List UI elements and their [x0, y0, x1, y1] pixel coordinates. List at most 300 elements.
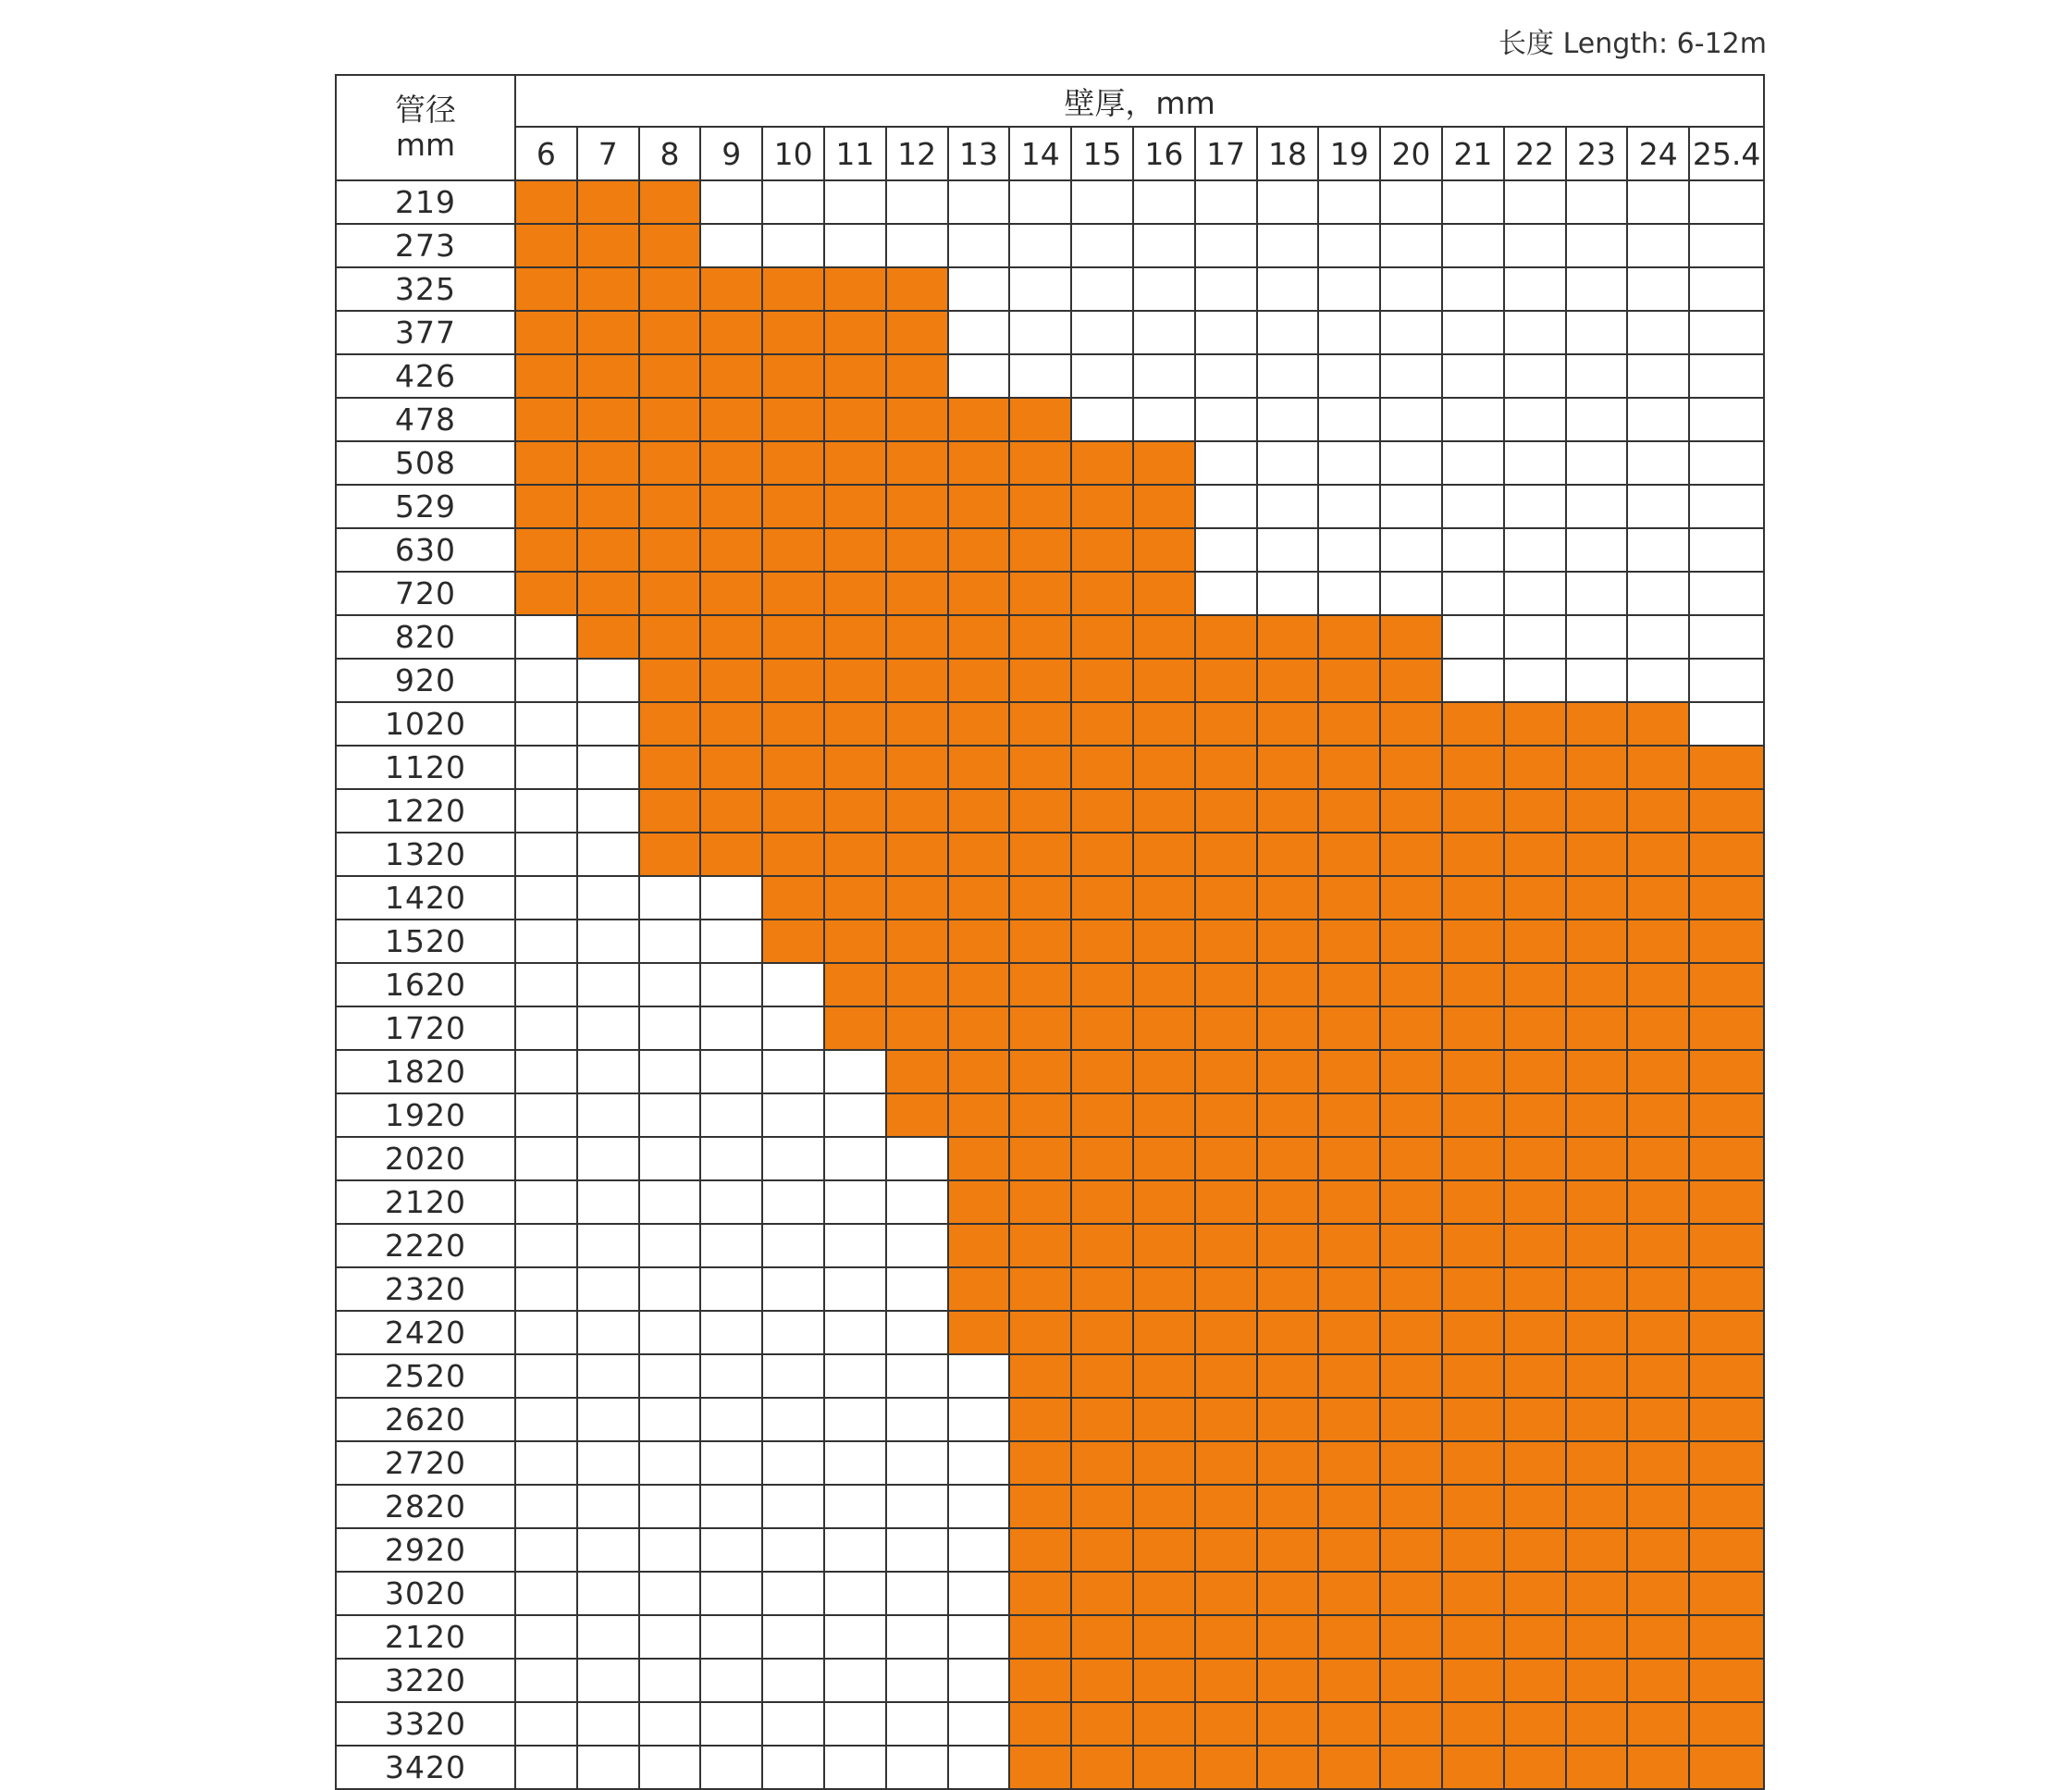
empty-cell — [762, 1615, 824, 1659]
available-cell — [1195, 1746, 1257, 1789]
empty-cell — [1689, 441, 1764, 485]
available-cell — [762, 267, 824, 311]
empty-cell — [1504, 615, 1566, 659]
empty-cell — [639, 1050, 701, 1093]
empty-cell — [824, 1224, 886, 1267]
available-cell — [1133, 789, 1195, 833]
diameter-cell: 2820 — [336, 1485, 515, 1528]
empty-cell — [515, 920, 577, 963]
available-cell — [1566, 1050, 1628, 1093]
empty-cell — [1257, 224, 1319, 267]
available-cell — [762, 746, 824, 789]
available-cell — [1195, 702, 1257, 746]
thickness-header-cell: 21 — [1442, 127, 1504, 180]
available-cell — [700, 485, 762, 528]
empty-cell — [577, 1485, 639, 1528]
diameter-cell: 2620 — [336, 1398, 515, 1441]
empty-cell — [515, 1311, 577, 1354]
available-cell — [1442, 1267, 1504, 1311]
available-cell — [1257, 702, 1319, 746]
available-cell — [577, 615, 639, 659]
available-cell — [1318, 702, 1380, 746]
empty-cell — [886, 1354, 948, 1398]
table-row — [336, 789, 1764, 833]
available-cell — [1133, 746, 1195, 789]
table-row — [336, 267, 1764, 311]
available-cell — [1318, 1180, 1380, 1224]
empty-cell — [886, 1746, 948, 1789]
empty-cell — [1195, 224, 1257, 267]
available-cell — [577, 311, 639, 354]
available-cell — [1133, 1528, 1195, 1572]
available-cell — [639, 572, 701, 615]
available-cell — [1009, 1746, 1071, 1789]
available-cell — [1009, 485, 1071, 528]
available-cell — [1133, 876, 1195, 920]
available-cell — [1504, 1050, 1566, 1093]
empty-cell — [577, 1702, 639, 1746]
available-cell — [1504, 1659, 1566, 1702]
empty-cell — [577, 963, 639, 1006]
diameter-cell: 219 — [336, 180, 515, 224]
available-cell — [1689, 789, 1764, 833]
available-cell — [886, 1006, 948, 1050]
empty-cell — [762, 1572, 824, 1615]
available-cell — [1133, 963, 1195, 1006]
empty-cell — [1133, 180, 1195, 224]
empty-cell — [1009, 267, 1071, 311]
diameter-cell: 273 — [336, 224, 515, 267]
empty-cell — [515, 1528, 577, 1572]
empty-cell — [1195, 572, 1257, 615]
available-cell — [1257, 876, 1319, 920]
empty-cell — [1257, 398, 1319, 441]
empty-cell — [515, 1137, 577, 1180]
empty-cell — [1442, 615, 1504, 659]
empty-cell — [1195, 180, 1257, 224]
available-cell — [886, 833, 948, 876]
available-cell — [1566, 1354, 1628, 1398]
empty-cell — [948, 1702, 1010, 1746]
empty-cell — [1442, 528, 1504, 572]
empty-cell — [886, 1267, 948, 1311]
diameter-cell: 2320 — [336, 1267, 515, 1311]
diameter-cell: 2920 — [336, 1528, 515, 1572]
empty-cell — [1318, 572, 1380, 615]
available-cell — [1504, 1006, 1566, 1050]
available-cell — [1195, 876, 1257, 920]
available-cell — [1071, 746, 1133, 789]
empty-cell — [1504, 267, 1566, 311]
empty-cell — [515, 1224, 577, 1267]
available-cell — [948, 1180, 1010, 1224]
empty-cell — [886, 1224, 948, 1267]
available-cell — [1071, 1137, 1133, 1180]
available-cell — [1627, 1006, 1689, 1050]
available-cell — [1380, 1267, 1442, 1311]
available-cell — [1257, 1311, 1319, 1354]
diameter-cell: 2020 — [336, 1137, 515, 1180]
available-cell — [1257, 789, 1319, 833]
available-cell — [639, 180, 701, 224]
table-row — [336, 1528, 1764, 1572]
empty-cell — [1257, 485, 1319, 528]
available-cell — [1442, 1615, 1504, 1659]
empty-cell — [1009, 224, 1071, 267]
empty-cell — [515, 1485, 577, 1528]
available-cell — [1627, 1224, 1689, 1267]
empty-cell — [515, 1572, 577, 1615]
empty-cell — [1689, 180, 1764, 224]
empty-cell — [886, 1137, 948, 1180]
available-cell — [1442, 1311, 1504, 1354]
empty-cell — [762, 1528, 824, 1572]
table-row — [336, 485, 1764, 528]
available-cell — [886, 528, 948, 572]
empty-cell — [1566, 485, 1628, 528]
available-cell — [1257, 1050, 1319, 1093]
table-row — [336, 1050, 1764, 1093]
empty-cell — [886, 1659, 948, 1702]
available-cell — [577, 354, 639, 398]
empty-cell — [1071, 311, 1133, 354]
available-cell — [1195, 1180, 1257, 1224]
empty-cell — [639, 1485, 701, 1528]
empty-cell — [700, 224, 762, 267]
empty-cell — [1442, 441, 1504, 485]
available-cell — [948, 1224, 1010, 1267]
available-cell — [1071, 789, 1133, 833]
available-cell — [948, 746, 1010, 789]
available-cell — [639, 311, 701, 354]
available-cell — [1318, 1485, 1380, 1528]
available-cell — [1627, 1354, 1689, 1398]
available-cell — [824, 702, 886, 746]
empty-cell — [515, 615, 577, 659]
available-cell — [1133, 1441, 1195, 1485]
available-cell — [1195, 1050, 1257, 1093]
empty-cell — [515, 1093, 577, 1137]
available-cell — [1009, 572, 1071, 615]
available-cell — [1195, 1311, 1257, 1354]
empty-cell — [762, 1093, 824, 1137]
available-cell — [1504, 963, 1566, 1006]
available-cell — [1689, 1441, 1764, 1485]
available-cell — [1195, 1441, 1257, 1485]
available-cell — [1380, 1180, 1442, 1224]
available-cell — [762, 354, 824, 398]
empty-cell — [577, 1050, 639, 1093]
available-cell — [948, 920, 1010, 963]
available-cell — [1442, 876, 1504, 920]
diameter-cell: 325 — [336, 267, 515, 311]
empty-cell — [700, 1746, 762, 1789]
available-cell — [1380, 659, 1442, 702]
table-row — [336, 1267, 1764, 1311]
available-cell — [1009, 1006, 1071, 1050]
available-cell — [1566, 1746, 1628, 1789]
corner-header — [336, 75, 515, 180]
available-cell — [577, 572, 639, 615]
available-cell — [1195, 1659, 1257, 1702]
empty-cell — [577, 1137, 639, 1180]
available-cell — [1257, 1137, 1319, 1180]
available-cell — [1627, 1267, 1689, 1311]
available-cell — [1318, 789, 1380, 833]
available-cell — [1318, 615, 1380, 659]
available-cell — [515, 354, 577, 398]
available-cell — [1627, 1180, 1689, 1224]
empty-cell — [1380, 354, 1442, 398]
diameter-cell: 2220 — [336, 1224, 515, 1267]
empty-cell — [762, 1659, 824, 1702]
available-cell — [1071, 1702, 1133, 1746]
available-cell — [1318, 1093, 1380, 1137]
available-cell — [1689, 1659, 1764, 1702]
available-cell — [1442, 920, 1504, 963]
table-row — [336, 1354, 1764, 1398]
diameter-cell: 377 — [336, 311, 515, 354]
available-cell — [1504, 702, 1566, 746]
available-cell — [1071, 1093, 1133, 1137]
empty-cell — [1689, 572, 1764, 615]
table-row — [336, 398, 1764, 441]
empty-cell — [762, 1441, 824, 1485]
available-cell — [1257, 1354, 1319, 1398]
empty-cell — [886, 1702, 948, 1746]
available-cell — [1257, 1224, 1319, 1267]
empty-cell — [762, 180, 824, 224]
available-cell — [639, 789, 701, 833]
empty-cell — [700, 1615, 762, 1659]
empty-cell — [639, 1702, 701, 1746]
diameter-cell: 1020 — [336, 702, 515, 746]
available-cell — [1318, 920, 1380, 963]
available-cell — [1689, 1006, 1764, 1050]
available-cell — [1627, 1441, 1689, 1485]
available-cell — [1071, 1398, 1133, 1441]
available-cell — [886, 659, 948, 702]
empty-cell — [1257, 311, 1319, 354]
available-cell — [948, 1093, 1010, 1137]
available-cell — [948, 876, 1010, 920]
empty-cell — [700, 1398, 762, 1441]
empty-cell — [1195, 485, 1257, 528]
empty-cell — [1380, 267, 1442, 311]
available-cell — [1257, 833, 1319, 876]
available-cell — [1009, 1224, 1071, 1267]
available-cell — [1566, 789, 1628, 833]
available-cell — [1566, 1224, 1628, 1267]
available-cell — [1009, 746, 1071, 789]
available-cell — [1133, 1267, 1195, 1311]
available-cell — [1627, 876, 1689, 920]
available-cell — [1257, 615, 1319, 659]
empty-cell — [948, 267, 1010, 311]
table-row — [336, 963, 1764, 1006]
empty-cell — [1318, 398, 1380, 441]
empty-cell — [1195, 441, 1257, 485]
diameter-cell: 426 — [336, 354, 515, 398]
available-cell — [1071, 1659, 1133, 1702]
available-cell — [1566, 1528, 1628, 1572]
available-cell — [1504, 1615, 1566, 1659]
empty-cell — [1442, 267, 1504, 311]
empty-cell — [824, 1572, 886, 1615]
empty-cell — [824, 1354, 886, 1398]
available-cell — [1009, 1267, 1071, 1311]
available-cell — [1566, 1615, 1628, 1659]
empty-cell — [1071, 354, 1133, 398]
available-cell — [1442, 1180, 1504, 1224]
empty-cell — [577, 876, 639, 920]
available-cell — [1380, 1311, 1442, 1354]
empty-cell — [1071, 398, 1133, 441]
available-cell — [639, 485, 701, 528]
available-cell — [1504, 1354, 1566, 1398]
empty-cell — [824, 1180, 886, 1224]
available-cell — [1133, 920, 1195, 963]
available-cell — [1009, 920, 1071, 963]
empty-cell — [577, 746, 639, 789]
empty-cell — [1689, 615, 1764, 659]
empty-cell — [1689, 485, 1764, 528]
available-cell — [1071, 528, 1133, 572]
empty-cell — [1689, 702, 1764, 746]
empty-cell — [1071, 180, 1133, 224]
empty-cell — [1442, 311, 1504, 354]
empty-cell — [639, 920, 701, 963]
empty-cell — [1627, 180, 1689, 224]
empty-cell — [515, 1006, 577, 1050]
empty-cell — [762, 963, 824, 1006]
available-cell — [639, 659, 701, 702]
available-cell — [1133, 528, 1195, 572]
available-cell — [1504, 833, 1566, 876]
available-cell — [639, 833, 701, 876]
available-cell — [1442, 1659, 1504, 1702]
available-cell — [1566, 1441, 1628, 1485]
empty-cell — [1566, 311, 1628, 354]
corner-header-unit: mm — [395, 127, 456, 163]
empty-cell — [1627, 615, 1689, 659]
empty-cell — [948, 1528, 1010, 1572]
empty-cell — [762, 1137, 824, 1180]
available-cell — [1627, 1572, 1689, 1615]
thickness-header-cell: 13 — [948, 127, 1010, 180]
diameter-cell: 3020 — [336, 1572, 515, 1615]
empty-cell — [1009, 180, 1071, 224]
available-cell — [515, 528, 577, 572]
available-cell — [1195, 1267, 1257, 1311]
available-cell — [1133, 1093, 1195, 1137]
available-cell — [1009, 1311, 1071, 1354]
available-cell — [1504, 1746, 1566, 1789]
diameter-cell: 1220 — [336, 789, 515, 833]
available-cell — [1442, 789, 1504, 833]
empty-cell — [1133, 398, 1195, 441]
available-cell — [1380, 1354, 1442, 1398]
empty-cell — [1380, 485, 1442, 528]
empty-cell — [1071, 224, 1133, 267]
available-cell — [1627, 1137, 1689, 1180]
available-cell — [700, 354, 762, 398]
available-cell — [1257, 746, 1319, 789]
empty-cell — [515, 746, 577, 789]
empty-cell — [1133, 267, 1195, 311]
diameter-cell: 920 — [336, 659, 515, 702]
available-cell — [1627, 920, 1689, 963]
available-cell — [1257, 920, 1319, 963]
available-cell — [1318, 1050, 1380, 1093]
available-cell — [1195, 1093, 1257, 1137]
available-cell — [1071, 1746, 1133, 1789]
empty-cell — [1504, 528, 1566, 572]
available-cell — [1195, 1137, 1257, 1180]
empty-cell — [1071, 267, 1133, 311]
empty-cell — [1566, 354, 1628, 398]
available-cell — [762, 789, 824, 833]
empty-cell — [577, 1659, 639, 1702]
available-cell — [1380, 789, 1442, 833]
available-cell — [1504, 1572, 1566, 1615]
empty-cell — [1195, 528, 1257, 572]
available-cell — [1318, 1615, 1380, 1659]
empty-cell — [1195, 311, 1257, 354]
available-cell — [700, 833, 762, 876]
available-cell — [1318, 746, 1380, 789]
available-cell — [1009, 1354, 1071, 1398]
thickness-header-cell: 9 — [700, 127, 762, 180]
empty-cell — [639, 1137, 701, 1180]
available-cell — [1689, 1354, 1764, 1398]
available-cell — [948, 398, 1010, 441]
empty-cell — [700, 920, 762, 963]
empty-cell — [639, 1572, 701, 1615]
available-cell — [1318, 1224, 1380, 1267]
empty-cell — [1257, 354, 1319, 398]
empty-cell — [639, 1180, 701, 1224]
available-cell — [1504, 1267, 1566, 1311]
available-cell — [1195, 789, 1257, 833]
available-cell — [1071, 1006, 1133, 1050]
empty-cell — [1442, 485, 1504, 528]
available-cell — [1380, 1572, 1442, 1615]
thickness-header-cell: 17 — [1195, 127, 1257, 180]
available-cell — [1133, 572, 1195, 615]
available-cell — [1009, 1050, 1071, 1093]
diameter-cell: 720 — [336, 572, 515, 615]
available-cell — [700, 572, 762, 615]
available-cell — [577, 528, 639, 572]
table-row — [336, 702, 1764, 746]
empty-cell — [515, 1354, 577, 1398]
table-row — [336, 1180, 1764, 1224]
table-row — [336, 528, 1764, 572]
empty-cell — [762, 1006, 824, 1050]
empty-cell — [948, 1659, 1010, 1702]
diameter-cell: 1520 — [336, 920, 515, 963]
empty-cell — [886, 1180, 948, 1224]
empty-cell — [1504, 224, 1566, 267]
empty-cell — [1380, 398, 1442, 441]
available-cell — [1566, 1485, 1628, 1528]
available-cell — [1257, 1441, 1319, 1485]
available-cell — [1133, 441, 1195, 485]
available-cell — [700, 789, 762, 833]
available-cell — [1195, 746, 1257, 789]
available-cell — [1566, 1267, 1628, 1311]
